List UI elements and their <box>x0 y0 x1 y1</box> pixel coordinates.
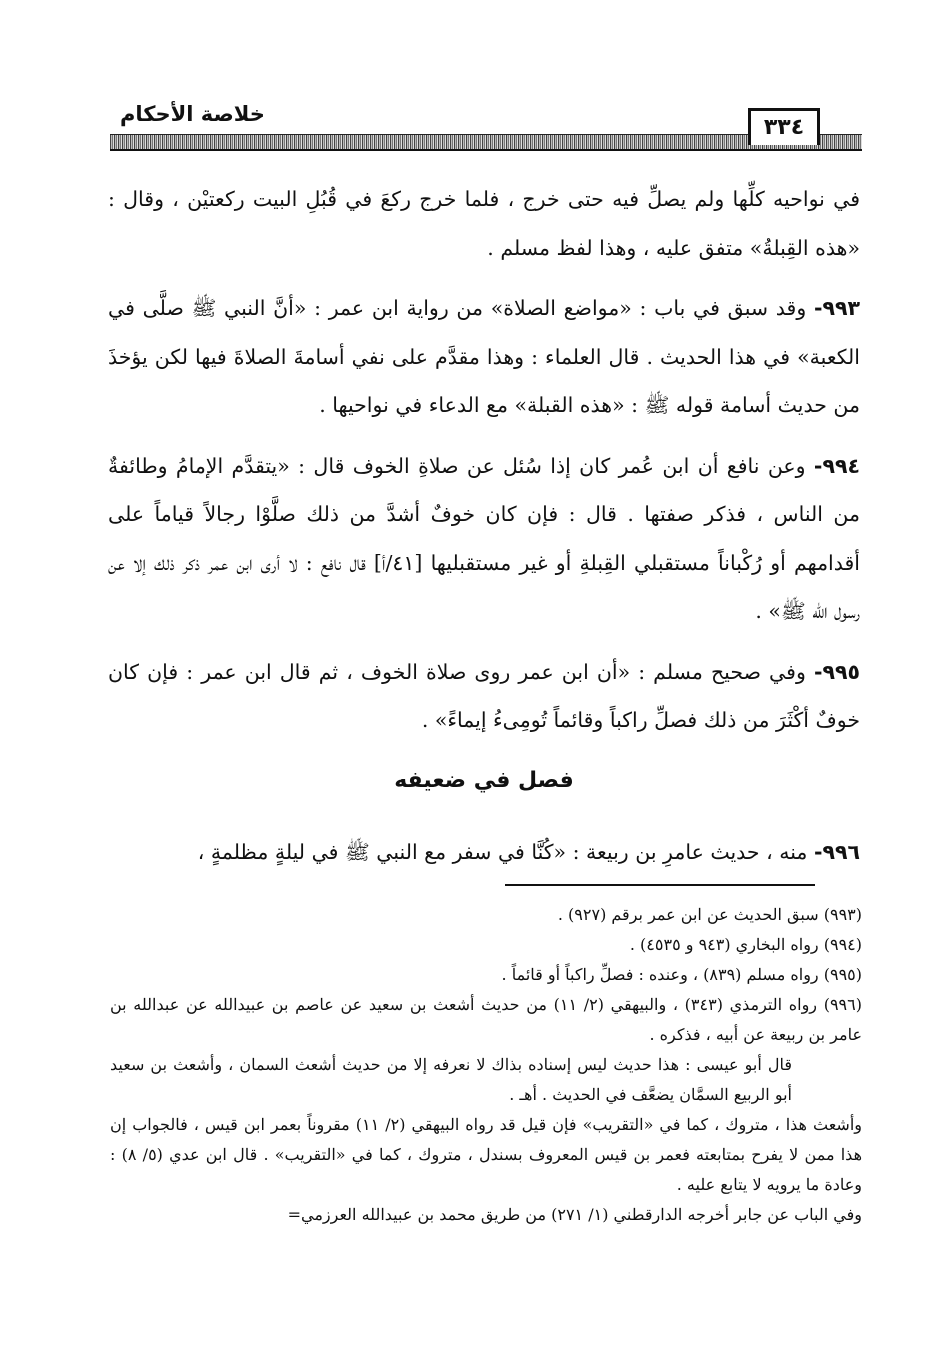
paragraph-994 <box>108 442 860 636</box>
footnote: (٩٩٦) رواه الترمذي (٣٤٣) ، والبيهقي (٢/ ١١) من حديث أشعث بن سعيد عن عاصم بن عبيدالله عن عبدالله بن عامر بن ربيعة عن أبيه ، فذكره . <box>110 995 862 1044</box>
footnotes <box>110 900 862 1230</box>
footnote-continuation: وأشعث هذا ، متروك ، كما في «التقريب» فإن قيل قد رواه البيهقي (٢/ ١١) مقروناً بعمر ابن قيس ، فالجواب إن هذا ممن لا يفرح بمتابعته فعمر بن قيس المعروف بسندل ، متروك ، كما في «التقريب» . قال ابن عدي (٥/ ٨) : وعادة ما يرويه لا يتابع عليه . <box>110 1115 863 1194</box>
paragraph-text: وفي صحيح مسلم : «أن ابن عمر روى صلاة الخوف ، ثم قال ابن عمر : فإن كان خوفٌ أكْثَرَ من ذلك فصلِّ راكباً وقائماً تُومِىءُ إيماءً» . <box>108 659 860 732</box>
main-text <box>108 175 860 757</box>
footnote-separator <box>505 884 815 886</box>
page-number: ٣٣٤ <box>748 108 820 145</box>
footnote: (٩٩٤) رواه البخاري (٩٤٣ و ٤٥٣٥) . <box>629 935 862 954</box>
paragraph-text: في نواحيه كلِّها ولم يصلِّ فيه حتى خرج ، فلما خرج ركعَ في قُبُلِ البيت ركعتيْن ، وقال : «هذه القِبلةُ» متفق عليه ، وهذا لفظ مسلم . <box>108 187 860 260</box>
paragraph-996 <box>108 830 860 874</box>
hadith-number: ٩٩٥- <box>813 659 860 684</box>
footnote: (٩٩٣) سبق الحديث عن ابن عمر برقم (٩٢٧) . <box>557 905 862 924</box>
hadith-number: ٩٩٤- <box>813 453 860 478</box>
footnote: (٩٩٥) رواه مسلم (٨٣٩) ، وعنده : فصلِّ راكباً أو قائماً . <box>501 965 862 984</box>
page-header <box>110 96 862 152</box>
book-title: خلاصة الأحكام <box>120 102 265 126</box>
footnote-continuation: وفي الباب عن جابر أخرجه الدارقطني (١/ ٢٧١) من طريق محمد بن عبيدالله العرزمي= <box>287 1205 862 1224</box>
section-heading: فصل في ضعيفه <box>394 768 574 793</box>
hadith-number: ٩٩٣- <box>813 296 860 320</box>
paragraph-text: وقد سبق في باب : «مواضع الصلاة» من رواية ابن عمر : «أنَّ النبي ﷺ صلَّى في الكعبة» في هذا الحديث . قال العلماء : وهذا مقدَّم على نفي أسامةَ الصلاةَ فيها لكن يؤخذَ من حديث أسامة قوله ﷺ : «هذه القبلة» مع الدعاء في نواحيها . <box>108 296 860 417</box>
hadith-number: ٩٩٦- <box>813 840 860 864</box>
paragraph <box>108 175 860 272</box>
paragraph-993 <box>108 284 860 430</box>
paragraph-text: وعن نافع أن ابن عُمر كان إذا سُئل عن صلاةِ الخوف قال : «يتقدَّم الإمامُ وطائفةٌ من الناس ، فذكر صفتها . قال : فإن كان خوفٌ أشدَّ من ذلك صلَّوْا رجالاً قياماً على أقدامهم أو رُكْباناً مستقبلي القِبلةِ أو غير مستقبليها [٤١/أ] قال نافع : لا أرى ابن عمر ذكر ذلك إلا عن رسول الله ﷺ» . <box>108 453 860 623</box>
paragraph-text: منه ، حديث عامرِ بن ربيعة : «كُنَّا في سفر مع النبي ﷺ في ليلةٍ مظلمةٍ ، <box>197 840 808 864</box>
paragraph-995 <box>108 648 860 745</box>
footnote-continuation: قال أبو عيسى : هذا حديث ليس إسناده بذاك لا نعرفه إلا من حديث أشعث السمان ، وأشعث بن سعيد أبو الربيع السمَّان يضعَّف في الحديث . أهـ . <box>110 1055 793 1104</box>
